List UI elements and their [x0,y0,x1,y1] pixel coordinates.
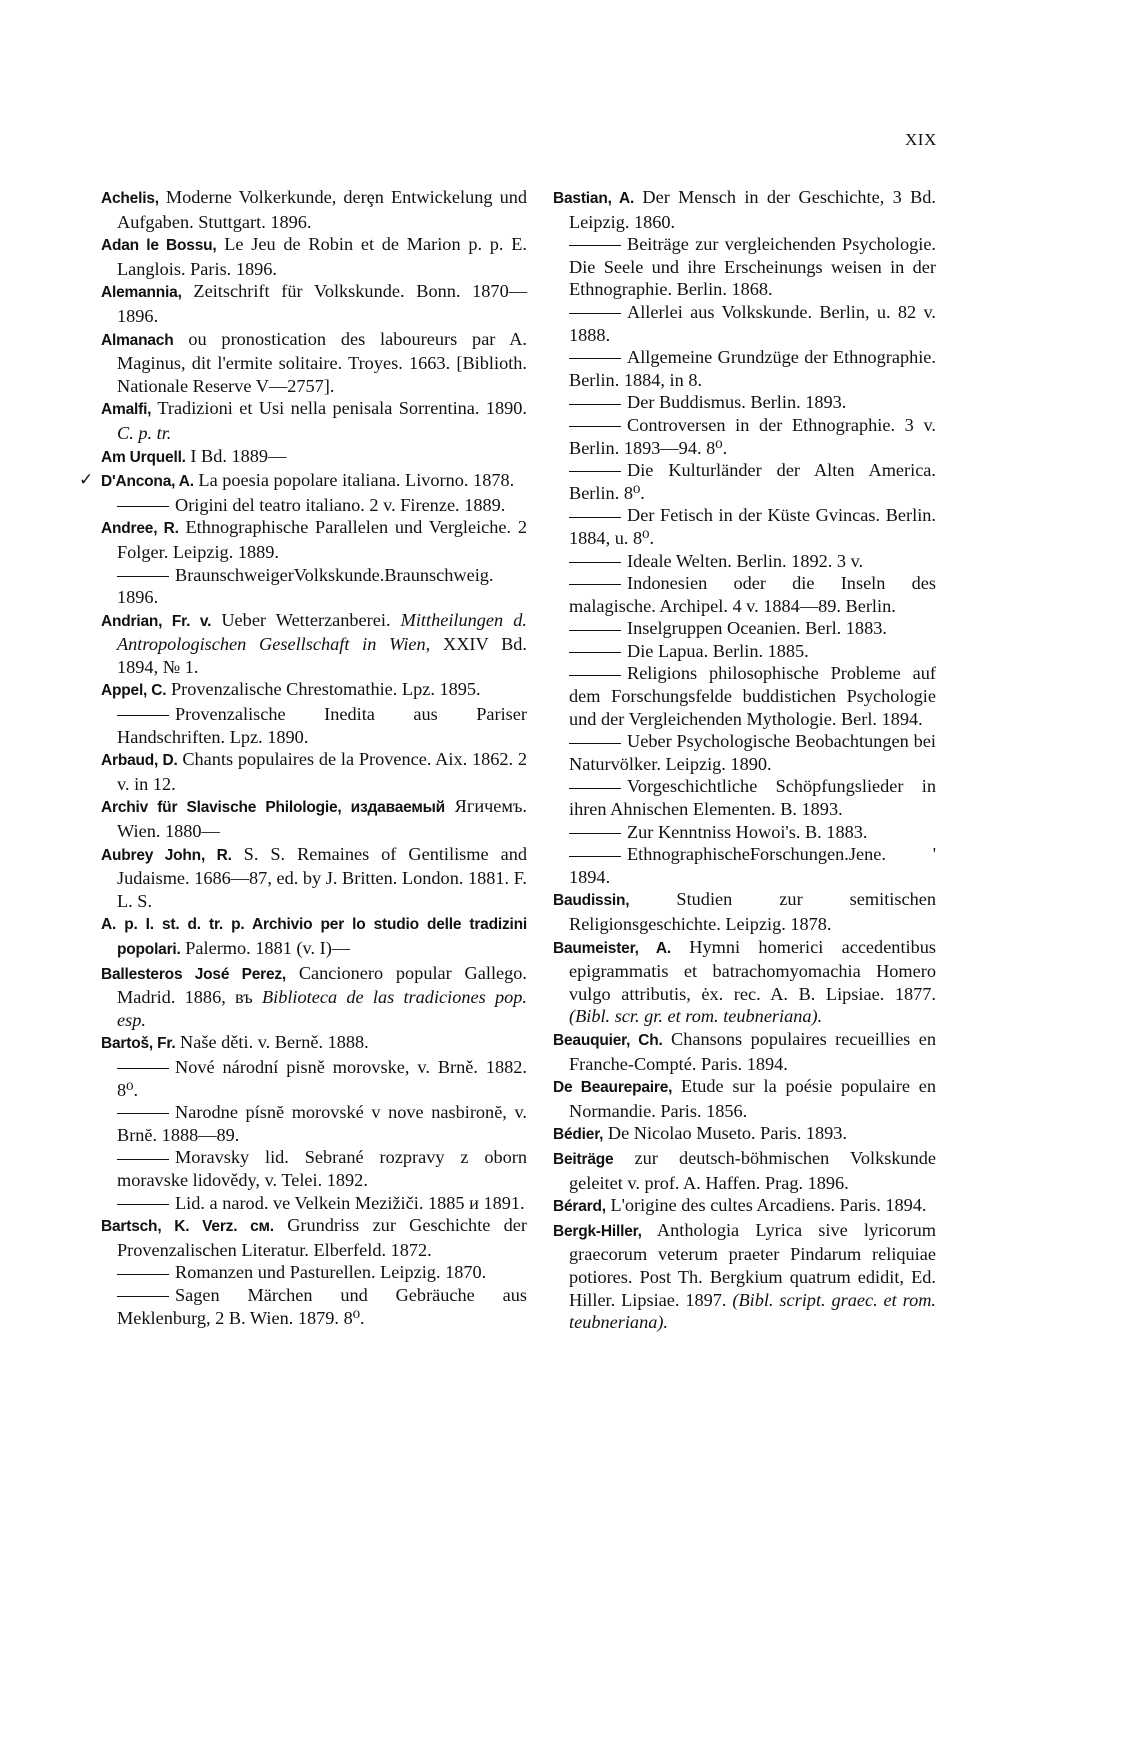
bibliography-subentry [101,1284,527,1329]
bibliography-entry [101,748,527,795]
bibliography-entry [101,516,527,563]
entry-text: EthnographischeForschungen.Jene. ' 1894. [569,844,936,887]
entry-headword: Bérard, [553,1198,606,1216]
bibliography-entry [79,469,527,494]
ditto-dash [117,1274,169,1275]
entry-italic-text: (Bibl. script. graec. et rom. teubneriana). [569,1289,936,1333]
bibliography-entry [101,609,527,679]
entry-text: Naše děti. v. Berně. 1888. [175,1032,369,1053]
entry-headword: Am Urquell. [101,448,186,466]
bibliography-entry [101,233,527,280]
bibliography-column-left [79,186,528,1329]
ditto-dash [569,404,621,405]
entry-headword: Andree, R. [101,520,179,538]
entry-headword: Amalfi, [101,401,152,419]
ditto-dash [569,675,621,676]
entry-headword: Baudissin, [553,892,630,910]
entry-text: Die Kulturländer der Alten America. Berlin. 8⁰. [569,460,936,503]
ditto-dash [569,471,621,472]
entry-text: Beiträge zur vergleichenden Psychologie. Die Seele und ihre Erscheinungs weisen in der Ethnographie. Berlin. 1868. [569,234,936,300]
entry-text: Ueber Psychologische Beobachtungen bei Naturvölker. Leipzig. 1890. [569,731,936,774]
entry-text: De Nicolao Museto. Paris. 1893. [603,1123,848,1144]
bibliography-entry [553,936,936,1028]
bibliography-entry [101,1214,527,1261]
entry-headword: Adan le Bossu, [101,237,217,255]
entry-text: Anthologia Lyrica sive lyricorum graecorum veterum praeter Pindarum reliquiae potiores. Post Th. Bergkium quatrum edidit, Ed. Hiller. Lipsiae. 1897. [569,1219,936,1310]
bibliography-subentry [553,301,936,346]
entry-italic-text: Biblioteca de las tradiciones pop. esp. [117,987,527,1030]
bibliography-entry [101,445,527,470]
ditto-dash [569,743,621,744]
entry-text: Der Fetisch in der Küste Gvincas. Berlin. 1884, u. 8⁰. [569,505,936,548]
entry-text: L'origine des cultes Arcadiens. Paris. 1894. [605,1195,927,1216]
entry-text: Etude sur la poésie populaire en Normandie. Paris. 1856. [569,1076,937,1121]
entry-headword: Alemannia, [101,284,182,302]
ditto-dash [569,358,621,359]
entry-text: Palermo. 1881 (v. I)— [180,938,351,958]
entry-headword: Bergk-Hiller, [553,1222,642,1240]
entry-italic-text: Mittheilungen d. Antropologischen Gesellschaft in Wien, [117,609,527,655]
ditto-dash [117,1204,169,1205]
ditto-dash [569,652,621,653]
bibliography-entry [101,280,527,327]
entry-headword: Bartoš, Fr. [101,1035,176,1053]
entry-text: XXIV Bd. 1894, № 1. [117,634,527,677]
entry-text: La poesia popolare italiana. Livorno. 1878. [193,470,515,491]
bibliography-entry [101,328,527,398]
entry-text: Sagen Märchen und Gebräuche aus Meklenburg, 2 B. Wien. 1879. 8⁰. [117,1284,527,1328]
entry-text: Zeitschrift für Volkskunde. Bonn. 1870—1896. [117,281,527,326]
entry-headword: Achelis, [101,190,159,207]
bibliography-subentry [101,1261,527,1284]
bibliography-subentry [553,617,936,640]
bibliography-entry [553,1028,936,1075]
entry-headword: Aubrey John, R. [101,846,232,864]
ditto-dash [117,506,169,507]
bibliography-subentry [553,504,936,549]
entry-text: Ideale Welten. Berlin. 1892. 3 v. [627,550,864,571]
entry-text: Origini del teatro italiano. 2 v. Firenze. 1889. [175,494,506,515]
bibliography-entry [101,962,527,1032]
entry-headword: Bédier, [553,1126,604,1144]
bibliography-entry [101,678,527,703]
ditto-dash [569,788,621,789]
bibliography-entry [101,1031,527,1056]
ditto-dash [569,833,621,834]
bibliography-subentry [553,459,936,504]
entry-text: Grundriss zur Geschichte der Provenzalischen Literatur. Elberfeld. 1872. [117,1215,527,1260]
bibliography-subentry [553,391,936,414]
entry-text: Indonesien oder die Inseln des malagische. Archipel. 4 v. 1884—89. Berlin. [569,573,936,616]
ditto-dash [569,517,621,518]
entry-text: Ueber Wetterzanberei. [211,609,391,630]
entry-text: Narodne písnĕ morovské v nove nasbironĕ, v. Brnĕ. 1888—89. [117,1102,527,1145]
entry-text: Zur Kenntniss Howoi's. B. 1883. [627,821,868,842]
bibliography-subentry [101,703,527,748]
entry-text: Chants populaires de la Provence. Aix. 1862. 2 v. in 12. [117,749,527,794]
bibliography-subentry [553,730,936,775]
bibliography-subentry [553,775,936,820]
entry-text: Religions philosophische Probleme auf dem Forschungsfelde buddistichen Psychologie und der Vergleichenden Mythologie. Berl. 1894. [569,663,936,729]
entry-text: Nové národní pisně morovske, v. Brně. 1882. 8⁰. [117,1056,527,1100]
entry-italic-text: C. p. tr. [117,422,172,443]
entry-headword: Bastian, A. [553,190,635,207]
entry-text: Provenzalische Inedita aus Pariser Handschriften. Lpz. 1890. [117,704,527,747]
bibliography-subentry [553,572,936,617]
bibliography-entry [553,888,936,935]
bibliography-entry [553,1219,936,1334]
entry-text: Hymni homerici accedentibus epigrammatis et batrachomyomachia Homero vulgo attributis, ėx. rec. A. B. Lipsiae. 1877. [569,936,936,1004]
bibliography-column-right [553,186,936,1334]
entry-headword: Bartsch, K. Verz. см. [101,1218,274,1236]
bibliography-subentry [553,233,936,301]
ditto-dash [117,715,169,716]
bibliography-subentry [553,662,936,730]
entry-text: zur deutsch-böhmischen Volkskunde geleitet v. prof. A. Haffen. Prag. 1896. [569,1147,936,1193]
entry-text: Vorgeschichtliche Schöpfungslieder in ihren Ahnischen Elementen. B. 1893. [569,776,936,820]
entry-text: Der Buddismus. Berlin. 1893. [627,392,847,413]
ditto-dash [569,630,621,631]
entry-headword: Almanach [101,331,174,349]
ditto-dash [569,426,621,427]
bibliography-entry [101,186,527,233]
entry-headword: De Beaurepaire, [553,1079,673,1097]
entry-text: Allerlei aus Volkskunde. Berlin, u. 82 v. 1888. [569,301,936,345]
page-number: XIX [905,130,937,149]
ditto-dash [569,584,621,585]
ditto-dash [117,1068,169,1069]
entry-text: Ягичемъ. Wien. 1880— [117,796,527,842]
bibliography-entry [553,1147,936,1194]
entry-text: Le Jeu de Robin et de Marion p. p. E. Langlois. Paris. 1896. [117,234,527,279]
bibliography-subentry [553,346,936,391]
entry-text: ou pronostication des laboureurs par A. Maginus, dit l'ermite solitaire. Troyes. 1663. [Biblioth. Nationale Reserve V—2757]. [117,328,527,396]
bibliography-subentry [101,564,527,609]
entry-text: Die Lapua. Berlin. 1885. [627,640,809,661]
bibliography-entry [553,1122,936,1147]
ditto-dash [569,856,621,857]
entry-text: S. S. Remaines of Gentilisme and Judaisme. 1686—87, ed. by J. Britten. London. 1881. F. L. S. [117,843,527,911]
entry-headword: Baumeister, A. [553,939,672,957]
entry-headword: A. p. I. st. d. tr. p. Archivio per lo studio delle tradizini popolari. [101,916,527,958]
bibliography-subentry [101,1192,527,1215]
entry-headword: Ballesteros José Perez, [101,965,287,983]
entry-text: Romanzen und Pasturellen. Leipzig. 1870. [175,1262,487,1283]
bibliography-entry [101,843,527,913]
bibliography-subentry [101,494,527,517]
ditto-dash [569,245,621,246]
bibliography-entry [101,397,527,444]
bibliography-subentry [553,550,936,573]
entry-headword: Andrian, Fr. v. [101,612,212,630]
bibliography-subentry [553,640,936,663]
entry-headword: Beauquier, Ch. [553,1031,663,1049]
entry-headword: Arbaud, D. [101,752,178,770]
entry-text: Moravsky lid. Sebrané rozpravy z oborn moravske lidovědy, v. Telei. 1892. [117,1147,527,1190]
entry-text: Cancionero popular Gallego. Madrid. 1886, въ [117,962,527,1008]
entry-text: Controversen in der Ethnographie. 3 v. Berlin. 1893—94. 8⁰. [569,414,936,458]
bibliography-entry [553,1075,936,1122]
ditto-dash [117,1159,169,1160]
entry-text: Moderne Volkerkunde, derȩn Entwickelung und Aufgaben. Stuttgart. 1896. [117,187,527,232]
ditto-dash [569,313,621,314]
entry-headword: Beiträge [553,1150,614,1168]
entry-text: Provenzalische Chrestomathie. Lpz. 1895. [166,679,481,700]
margin-checkmark: ✓ [79,470,94,490]
entry-text: Studien zur semitischen Religionsgeschichte. Leipzig. 1878. [569,889,936,934]
bibliography-subentry [553,414,936,459]
entry-text: Chansons populaires recueillies en Franche-Compté. Paris. 1894. [569,1028,936,1074]
entry-text: Allgemeine Grundzüge der Ethnographie. Berlin. 1884, in 8. [569,347,936,390]
entry-text: Ethnographische Parallelen und Vergleiche. 2 Folger. Leipzig. 1889. [117,517,528,562]
ditto-dash [117,1296,169,1297]
ditto-dash [569,562,621,563]
entry-text: I Bd. 1889— [185,445,287,466]
bibliography-subentry [101,1056,527,1101]
entry-text: Inselgruppen Oceanien. Berl. 1883. [627,618,887,639]
entry-italic-text: (Bibl. scr. gr. et rom. teubneriana). [569,1006,823,1027]
bibliography-entry [101,795,527,842]
entry-text: Tradizioni et Usi nella penisala Sorrentina. 1890. [151,398,527,419]
entry-headword: Archiv für Slavische Philologie, издаваемый [101,799,445,817]
entry-text: BraunschweigerVolkskunde.Braunschweig. 1896. [117,564,494,608]
bibliography-subentry [101,1146,527,1191]
bibliography-entry [553,1194,936,1219]
entry-text: Der Mensch in der Geschichte, 3 Bd. Leipzig. 1860. [569,187,936,232]
bibliography-entry [553,186,936,233]
ditto-dash [117,576,169,577]
bibliography-subentry [553,843,936,888]
ditto-dash [117,1113,169,1114]
bibliography-entry [101,912,527,961]
entry-headword: Appel, C. [101,682,167,700]
entry-headword: D'Ancona, A. [101,473,194,491]
entry-text: Lid. a narod. ve Velkein Mezižiči. 1885 и 1891. [175,1192,525,1213]
bibliography-subentry [553,821,936,844]
bibliography-subentry [101,1101,527,1146]
